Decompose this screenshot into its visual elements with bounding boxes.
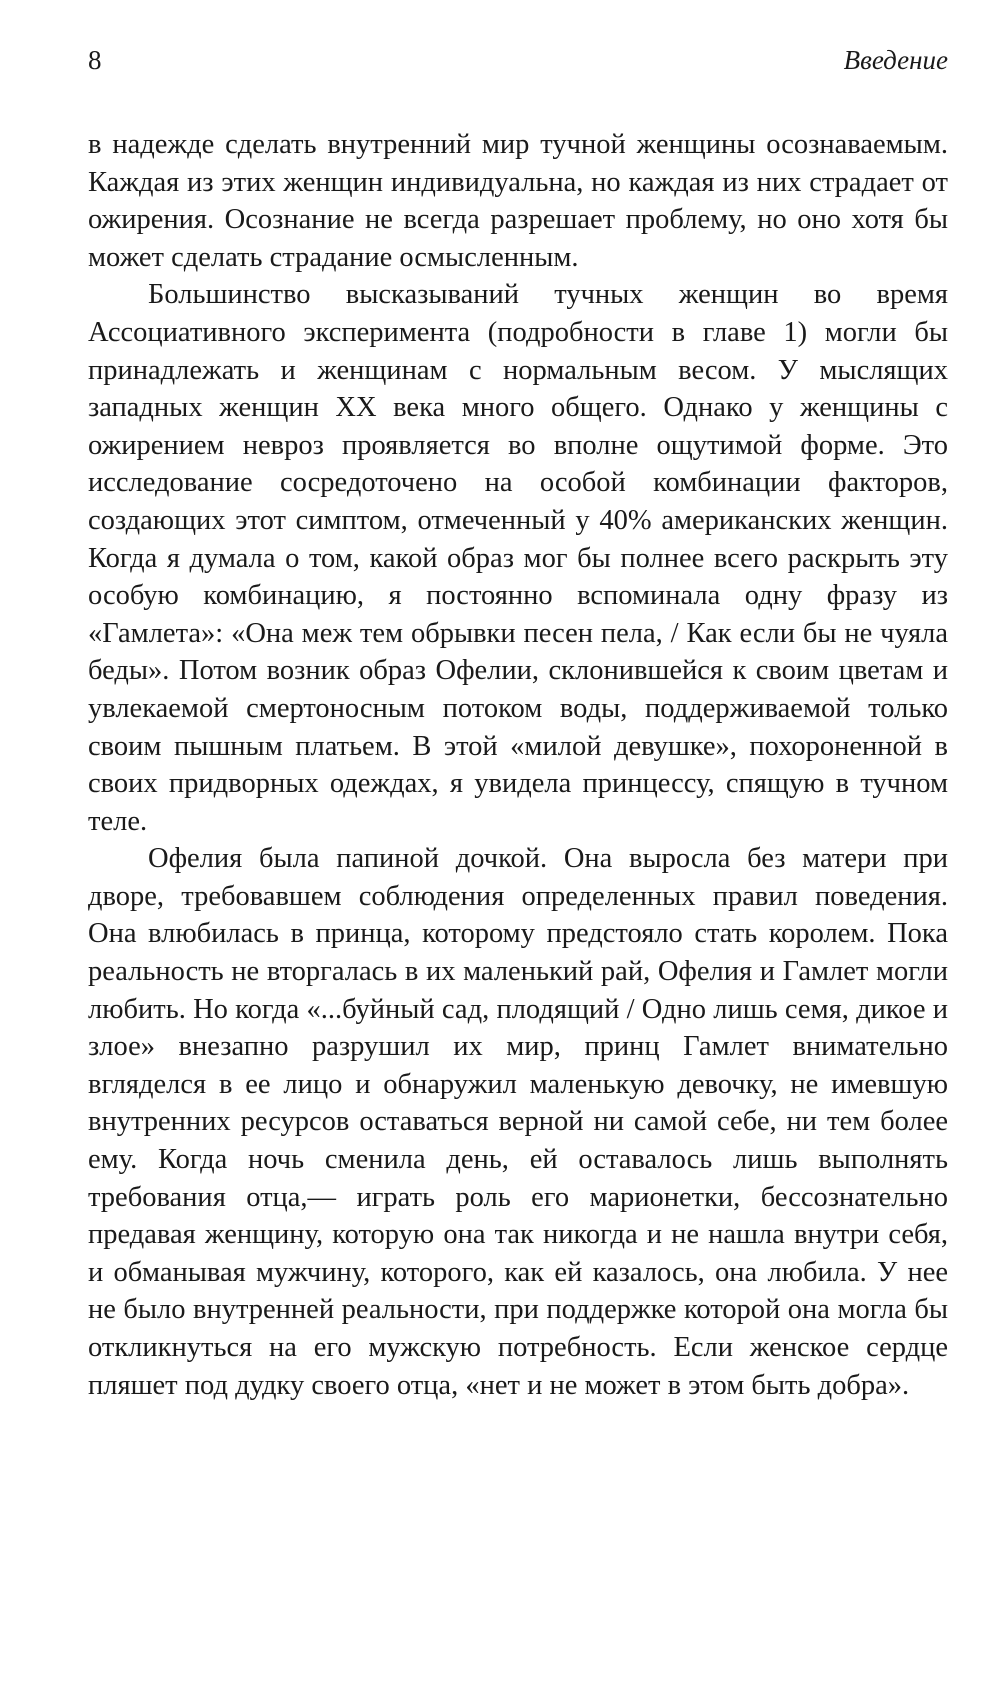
running-head <box>88 40 948 80</box>
paragraph-association-experiment: Большинство высказываний тучных женщин во время Ассоциативного эксперимента (подробности в главе 1) могли бы принадлежать и женщинам с нормальным весом. У мыслящих западных женщин XX века много общего. Однако у женщины с ожирением невроз проявляется во вполне ощутимой форме. Это исследование сосредоточено на особой комбинации факторов, создающих этот симптом, отмеченный у 40% американских женщин. Когда я думала о том, какой образ мог бы полнее всего раскрыть эту особую комбинацию, я постоянно вспоминала одну фразу из «Гамлета»: «Она меж тем обрывки песен пела, / Как если бы не чуяла беды». Потом возник образ Офелии, склонившейся к своим цветам и увлекаемой смертоносным потоком воды, поддерживаемой только своим пышным платьем. В этой «милой девушке», похороненной в своих придворных одеждах, я увидела принцессу, спящую в тучном теле. <box>88 279 948 837</box>
section-title: Введение <box>843 45 948 75</box>
body-text <box>88 126 948 1404</box>
page-number: 8 <box>88 45 102 75</box>
paragraph-ophelia: Офелия была папиной дочкой. Она выросла без матери при дворе, требовавшем соблюдения определенных правил поведения. Она влюбилась в принца, которому предстояло стать королем. Пока реальность не вторгалась в их маленький рай, Офелия и Гамлет могли любить. Но когда «...буйный сад, плодящий / Одно лишь семя, дикое и злое» внезапно разрушил их мир, принц Гамлет внимательно вгляделся в ее лицо и обнаружил маленькую девочку, не имевшую внутренних ресурсов оставаться верной ни самой себе, ни тем более ему. Когда ночь сменила день, ей оставалось лишь выполнять требования отца,— играть роль его марионетки, бессознательно предавая женщину, которую она так никогда и не нашла внутри себя, и обманывая мужчину, которого, как ей казалось, она любила. У нее не было внутренней реальности, при поддержке которой она могла бы откликнуться на его мужскую потребность. Если женское сердце пляшет под дудку своего отца, «нет и не может в этом быть добра». <box>88 843 948 1401</box>
paragraph-continuation: в надежде сделать внутренний мир тучной женщины осознаваемым. Каждая из этих женщин индивидуальна, но каждая из них страдает от ожирения. Осознание не всегда разрешает проблему, но оно хотя бы может сделать страдание осмысленным. <box>88 129 948 273</box>
